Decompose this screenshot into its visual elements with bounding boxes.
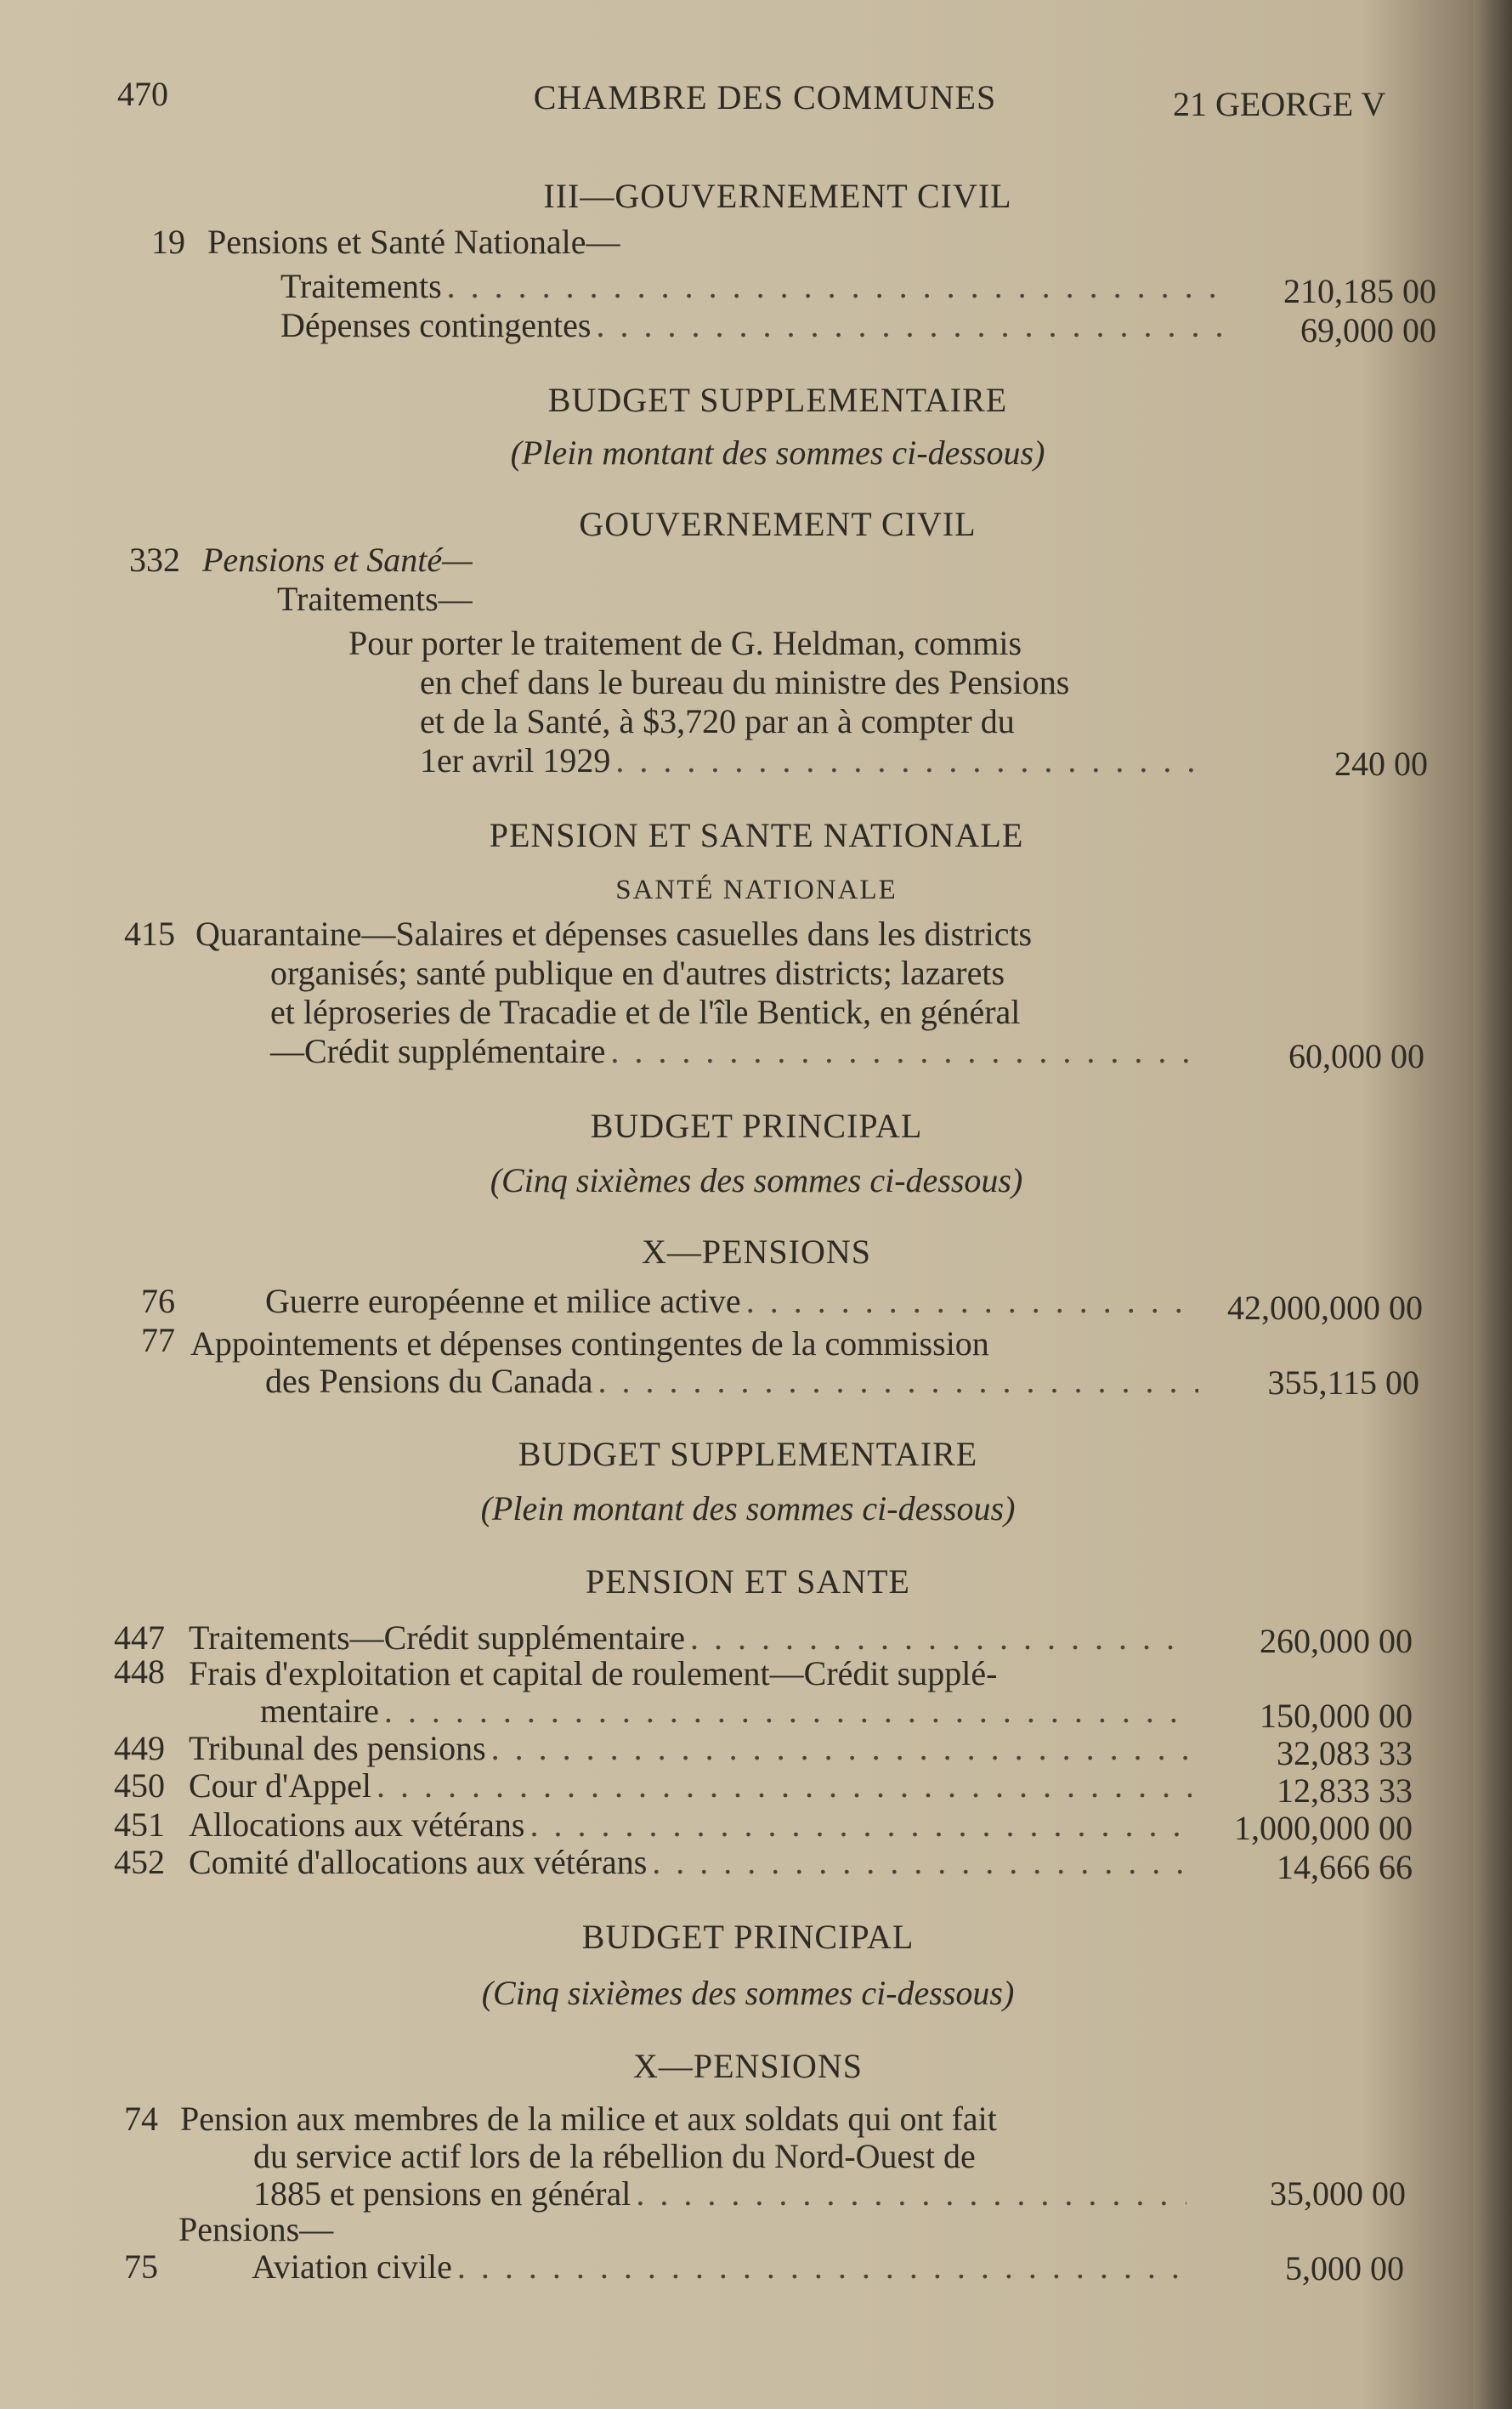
item-number: 74	[124, 2100, 158, 2138]
section-heading: III—GOUVERNEMENT CIVIL	[543, 177, 1012, 215]
book-spine-shadow	[1473, 0, 1512, 2409]
item-number: 19	[151, 223, 185, 261]
line-label: Tribunal des pensions	[189, 1729, 486, 1767]
item-paragraph-line: du service actif lors de la rébellion du Nord-Ouest de	[253, 2137, 976, 2175]
line-item	[265, 1362, 1198, 1401]
line-label: —Crédit supplémentaire	[270, 1032, 606, 1070]
section-heading: BUDGET PRINCIPAL	[581, 1918, 915, 1956]
line-item	[270, 1032, 1205, 1071]
item-paragraph-line: en chef dans le bureau du ministre des Pensions	[420, 663, 1070, 701]
section-subheading-2: X—PENSIONS	[632, 2047, 864, 2085]
line-label: 1885 et pensions en général	[253, 2174, 631, 2213]
small-caps-text: ANTÉ NATIONALE	[632, 875, 898, 905]
item-number: 415	[124, 915, 175, 953]
line-label: des Pensions du Canada	[265, 1362, 593, 1400]
line-label: Traitements—Crédit supplémentaire	[189, 1618, 685, 1657]
item-title: Pensions et Santé—	[202, 541, 473, 579]
item-number: 447	[114, 1618, 165, 1657]
item-number: 449	[114, 1729, 165, 1767]
section-heading: BUDGET PRINCIPAL	[590, 1107, 923, 1145]
line-label: Guerre européenne et milice active	[265, 1282, 741, 1320]
item-number: 451	[114, 1805, 165, 1844]
line-label: Dépenses contingentes	[280, 306, 592, 344]
section-subheading: (Plein montant des sommes ci-dessous)	[480, 1489, 1016, 1528]
line-amount: 240 00	[1334, 745, 1428, 783]
line-amount: 260,000 00	[1260, 1622, 1413, 1660]
section-subheading-2: GOUVERNEMENT CIVIL	[579, 505, 977, 543]
section-subheading: SANTÉ NATIONALE	[615, 875, 898, 905]
item-number: 448	[114, 1652, 165, 1691]
line-item	[189, 1766, 1192, 1805]
item-number: 450	[114, 1766, 165, 1805]
line-item	[189, 1805, 1192, 1845]
line-amount: 32,083 33	[1277, 1734, 1413, 1772]
item-subtitle: Traitements—	[277, 580, 473, 618]
section-subheading: (Cinq sixièmes des sommes ci-dessous)	[490, 1161, 1023, 1199]
line-label: Comité d'allocations aux vétérans	[189, 1843, 648, 1881]
page-number: 470	[117, 75, 168, 113]
item-paragraph-line: organisés; santé publique en d'autres districts; lazarets	[270, 954, 1005, 992]
section-heading: BUDGET SUPPLEMENTAIRE	[547, 381, 1008, 419]
line-label: Cour d'Appel	[189, 1766, 371, 1805]
item-number: 75	[124, 2247, 158, 2286]
line-item	[189, 1729, 1192, 1768]
item-paragraph-line: Frais d'exploitation et capital de roulement—Crédit supplé-	[189, 1654, 998, 1692]
line-amount: 60,000 00	[1288, 1037, 1424, 1075]
line-label: 1er avril 1929	[420, 741, 611, 779]
line-amount: 1,000,000 00	[1234, 1809, 1413, 1847]
line-item	[260, 1692, 1192, 1731]
line-label: Allocations aux vétérans	[189, 1805, 525, 1844]
item-paragraph-line: Pension aux membres de la milice et aux soldats qui ont fait	[180, 2100, 997, 2138]
item-paragraph-line: Appointements et dépenses contingentes de la commission	[190, 1324, 989, 1363]
line-amount: 210,185 00	[1283, 272, 1436, 310]
line-amount: 35,000 00	[1270, 2174, 1406, 2213]
line-item	[253, 2174, 1186, 2213]
item-number: 77	[141, 1321, 175, 1359]
line-amount: 12,833 33	[1277, 1771, 1413, 1810]
item-number: 452	[114, 1843, 165, 1881]
section-subheading-2: PENSION ET SANTE	[586, 1562, 910, 1601]
line-item	[280, 306, 1222, 345]
section-subheading: (Cinq sixièmes des sommes ci-dessous)	[481, 1974, 1015, 2012]
item-paragraph-line: Quarantaine—Salaires et dépenses casuelles dans les districts	[195, 915, 1033, 953]
section-heading: PENSION ET SANTE NATIONALE	[489, 816, 1024, 854]
line-item	[189, 1618, 1192, 1658]
item-paragraph-line: Pour porter le traitement de G. Heldman, commis	[348, 624, 1022, 662]
line-amount: 355,115 00	[1267, 1363, 1419, 1402]
section-subheading-2: X—PENSIONS	[641, 1233, 872, 1271]
running-reign: 21 GEORGE V	[1173, 85, 1386, 123]
line-amount: 69,000 00	[1300, 311, 1436, 349]
section-heading: BUDGET SUPPLEMENTAIRE	[518, 1435, 978, 1473]
line-item	[265, 1282, 1198, 1321]
line-amount: 150,000 00	[1260, 1697, 1413, 1735]
line-amount: 14,666 66	[1277, 1848, 1413, 1886]
item-subtitle: Pensions—	[178, 2210, 334, 2248]
line-label: Aviation civile	[252, 2247, 452, 2286]
section-subheading: (Plein montant des sommes ci-dessous)	[510, 434, 1045, 472]
line-label: Traitements	[280, 267, 442, 305]
line-item	[280, 267, 1222, 306]
running-title: CHAMBRE DES COMMUNES	[533, 78, 997, 116]
item-number: 76	[141, 1282, 175, 1320]
item-title: Pensions et Santé Nationale—	[207, 223, 620, 261]
line-amount: 42,000,000 00	[1227, 1289, 1423, 1327]
line-item	[252, 2247, 1186, 2287]
line-item	[189, 1843, 1192, 1882]
item-paragraph-line: et de la Santé, à $3,720 par an à compter du	[420, 702, 1015, 740]
line-amount: 5,000 00	[1285, 2249, 1404, 2287]
item-number: 332	[129, 541, 180, 579]
line-label: mentaire	[260, 1692, 379, 1730]
item-paragraph-line: et léproseries de Tracadie et de l'île Bentick, en général	[270, 993, 1021, 1031]
